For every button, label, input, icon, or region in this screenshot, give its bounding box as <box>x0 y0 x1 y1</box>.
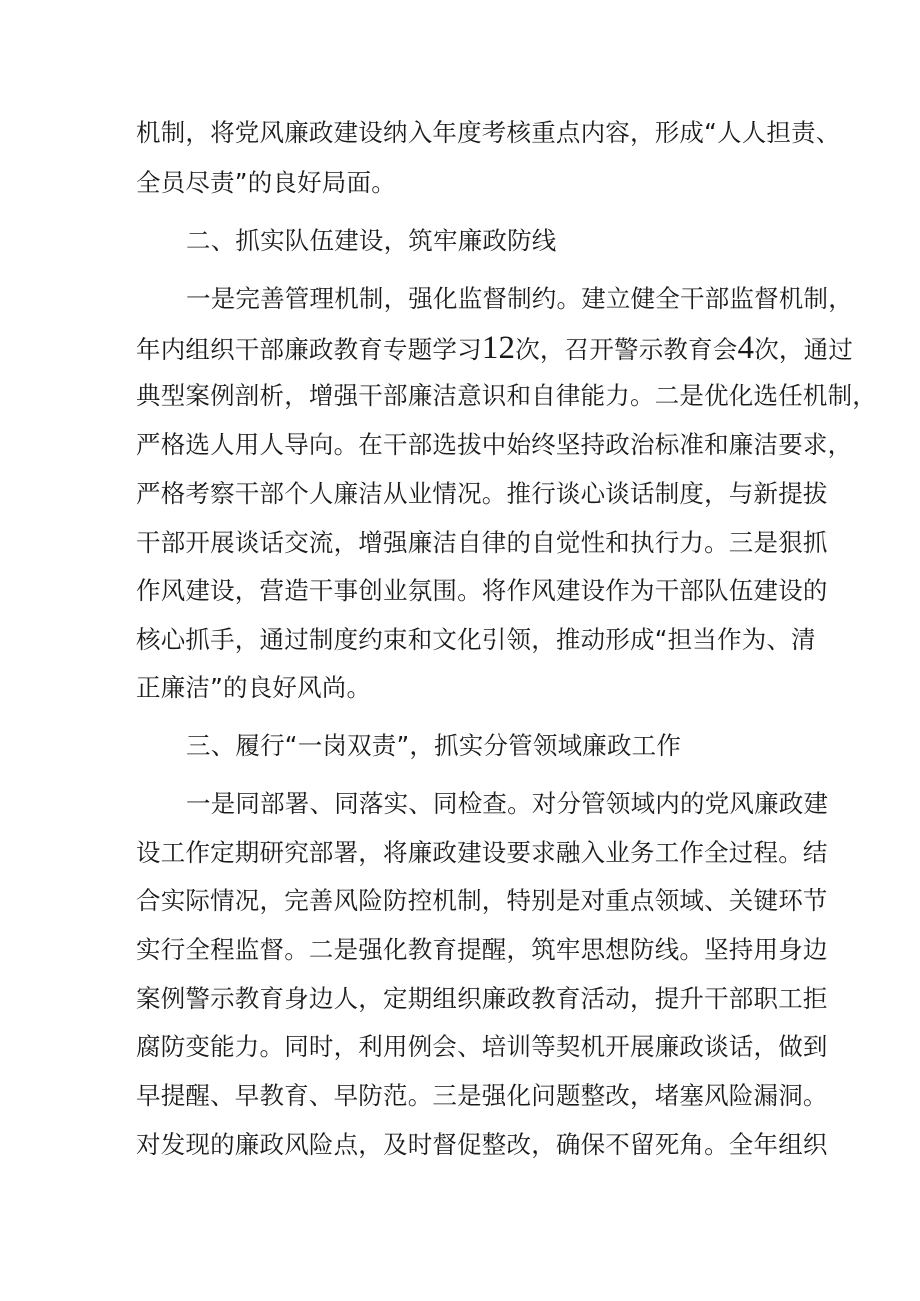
section-heading-2: 二、抓实队伍建设，筑牢廉政防线 <box>186 226 557 255</box>
paragraph-line: 严格选人用人导向。在干部选拔中始终坚持政治标准和廉洁要求， <box>136 430 853 459</box>
paragraph-line: 正廉洁”的良好风尚。 <box>136 673 372 702</box>
paragraph-line: 一是同部署、同落实、同检查。对分管领域内的党风廉政建 <box>186 789 829 818</box>
paragraph-line: 设工作定期研究部署，将廉政建设要求融入业务工作全过程。结 <box>136 838 828 867</box>
paragraph-line: 核心抓手，通过制度约束和文化引领，推动形成“担当作为、清 <box>136 625 816 654</box>
text-segment: 次，通过 <box>754 335 854 364</box>
text-segment: 次，召开警示教育会 <box>515 335 738 364</box>
paragraph-line: 典型案例剖析，增强干部廉洁意识和自律能力。二是优化选任机制， <box>136 381 877 410</box>
paragraph-line: 作风建设，营造干事创业氛围。将作风建设作为干部队伍建设的 <box>136 576 828 605</box>
paragraph-line: 干部开展谈话交流，增强廉洁自律的自觉性和执行力。三是狠抓 <box>136 528 828 557</box>
paragraph-line: 合实际情况，完善风险防控机制，特别是对重点领域、关键环节 <box>136 886 828 915</box>
paragraph-line: 腐防变能力。同时，利用例会、培训等契机开展廉政谈话，做到 <box>136 1032 828 1061</box>
paragraph-line: 严格考察干部个人廉洁从业情况。推行谈心谈话制度，与新提拔 <box>136 479 828 508</box>
meeting-count: 4 <box>737 330 755 366</box>
paragraph-line: 早提醒、早教育、早防范。三是强化问题整改，堵塞风险漏洞。 <box>136 1081 828 1110</box>
paragraph-line: 案例警示教育身边人，定期组织廉政教育活动，提升干部职工拒 <box>136 984 828 1013</box>
paragraph-line: 对发现的廉政风险点，及时督促整改，确保不留死角。全年组织 <box>136 1130 828 1159</box>
paragraph-line: 机制，将党风廉政建设纳入年度考核重点内容，形成“人人担责、 <box>136 118 841 147</box>
study-count: 12 <box>481 330 516 366</box>
paragraph-line: 实行全程监督。二是强化教育提醒，筑牢思想防线。坚持用身边 <box>136 935 828 964</box>
paragraph-line: 全员尽责”的良好局面。 <box>136 168 396 197</box>
paragraph-line: 一是完善管理机制，强化监督制约。建立健全干部监督机制， <box>186 284 853 313</box>
text-segment: 年内组织干部廉政教育专题学习 <box>136 335 482 364</box>
paragraph-line-with-numbers <box>136 328 854 368</box>
section-heading-3: 三、履行“一岗双责”，抓实分管领域廉政工作 <box>186 731 682 760</box>
